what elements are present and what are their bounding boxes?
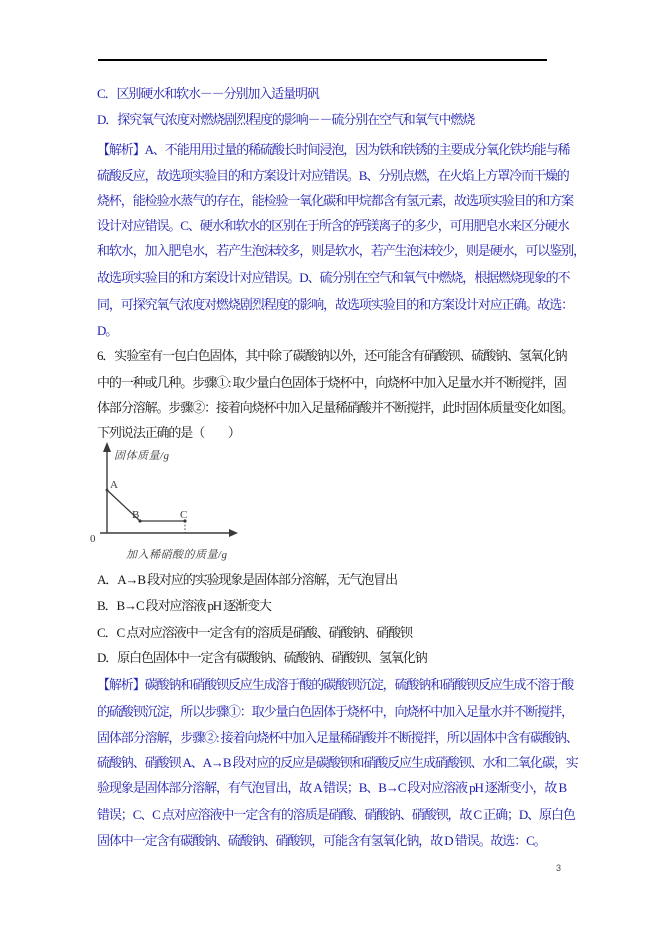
analysis-line: 【解析】A、不能用用过量的稀硫酸长时间浸泡，因为铁和铁锈的主要成分氧化铁均能与稀: [97, 142, 570, 157]
question-line: 下列说法正确的是（ ）: [97, 425, 240, 440]
analysis-line: 固体中一定含有碳酸钠、硫酸钠、硝酸钡，可能含有氢氧化钠，故 D 错误。故选：C。: [97, 833, 546, 848]
option-b-line: B．B→C 段对应溶液 pH 逐渐变大: [97, 598, 271, 613]
analysis-line: D。: [97, 323, 118, 338]
point-a: [106, 489, 109, 492]
question-line: 6．实验室有一包白色固体，其中除了碳酸钠以外，还可能含有硝酸钡、硫酸钠、氢氧化钠: [97, 348, 567, 363]
analysis-line: 同，可探究氧气浓度对燃烧剧烈程度的影响，故选项实验目的和方案设计对应正确。故选：: [97, 297, 574, 312]
header-rule: [98, 59, 547, 61]
analysis-line: 设计对应错误。C、硬水和软水的区别在于所含的钙镁离子的多少，可用肥皂水来区分硬水: [97, 218, 569, 233]
analysis-line: 硫酸钠、硝酸钡 A、A→B 段对应的反应是碳酸钡和硝酸反应生成硝酸钡、水和二氧化碳，实: [97, 755, 578, 770]
analysis-line: 故选项实验目的和方案设计对应错误。D、硫分别在空气和氧气中燃烧，根据燃烧现象的不: [97, 270, 570, 285]
analysis-line: 错误；C、C 点对应溶液中一定含有的溶质是硝酸、硝酸钠、硝酸钡，故 C 正确；D、原白色: [97, 807, 575, 822]
option-d-line: D．原白色固体中一定含有碳酸钠、硫酸钠、硝酸钡、氢氧化钠: [97, 650, 427, 665]
text-line: D．探究氧气浓度对燃烧剧烈程度的影响－－硫分别在空气和氧气中燃烧: [97, 112, 475, 127]
analysis-line: 【解析】碳酸钠和硝酸钡反应生成溶于酸的碳酸钡沉淀，硫酸钠和硝酸钡反应生成不溶于酸: [97, 677, 574, 692]
y-axis-label: 固体质量/g: [114, 450, 170, 462]
point-b-label: B: [132, 509, 140, 521]
solid-mass-chart: [88, 440, 268, 568]
text-line: C．区别硬水和软水－－分别加入适量明矾: [97, 86, 319, 101]
analysis-line: 验现象是固体部分溶解，有气泡冒出，故 A 错误；B、B→C 段对应溶液 pH 逐渐变小，故 B: [97, 780, 567, 795]
analysis-line: 的硫酸钡沉淀，所以步骤①：取少量白色固体于烧杯中，向烧杯中加入足量水并不断搅拌，: [97, 704, 574, 719]
analysis-line: 固体部分溶解，步骤②: 接着向烧杯中加入足量稀硝酸并不断搅拌，所以固体中含有碳酸钠、: [97, 730, 578, 745]
page-number: 3: [556, 863, 562, 873]
option-a-line: A．A→B 段对应的实验现象是固体部分溶解，无气泡冒出: [97, 572, 397, 587]
point-a-label: A: [110, 479, 118, 491]
question-line: 体部分溶解。步骤②：接着向烧杯中加入足量稀硝酸并不断搅拌，此时固体质量变化如图。: [97, 400, 574, 415]
analysis-line: 烧杯，能检验水蒸气的存在，能检验一氧化碳和甲烷都含有氢元素，故选项实验目的和方案: [97, 193, 574, 208]
option-c-line: C．C 点对应溶液中一定含有的溶质是硝酸、硝酸钠、硝酸钡: [97, 625, 412, 640]
point-c-label: C: [180, 509, 188, 521]
x-axis-arrow-icon: [229, 529, 238, 537]
mass-curve: [107, 490, 188, 521]
question-line: 中的一种或几种。步骤①: 取少量白色固体于烧杯中，向烧杯中加入足量水并不断搅拌，固: [97, 375, 566, 390]
y-axis-arrow-icon: [103, 442, 111, 452]
x-axis-label: 加入稀硝酸的质量/g: [126, 549, 228, 561]
analysis-line: 和软水，加入肥皂水，若产生泡沫较多，则是软水，若产生泡沫较少，则是硬水，可以鉴别，: [97, 243, 585, 258]
origin-label: 0: [90, 533, 96, 545]
analysis-line: 硫酸反应，故选项实验目的和方案设计对应错误。B、分别点燃，在火焰上方罩冷而干燥的: [97, 168, 569, 183]
